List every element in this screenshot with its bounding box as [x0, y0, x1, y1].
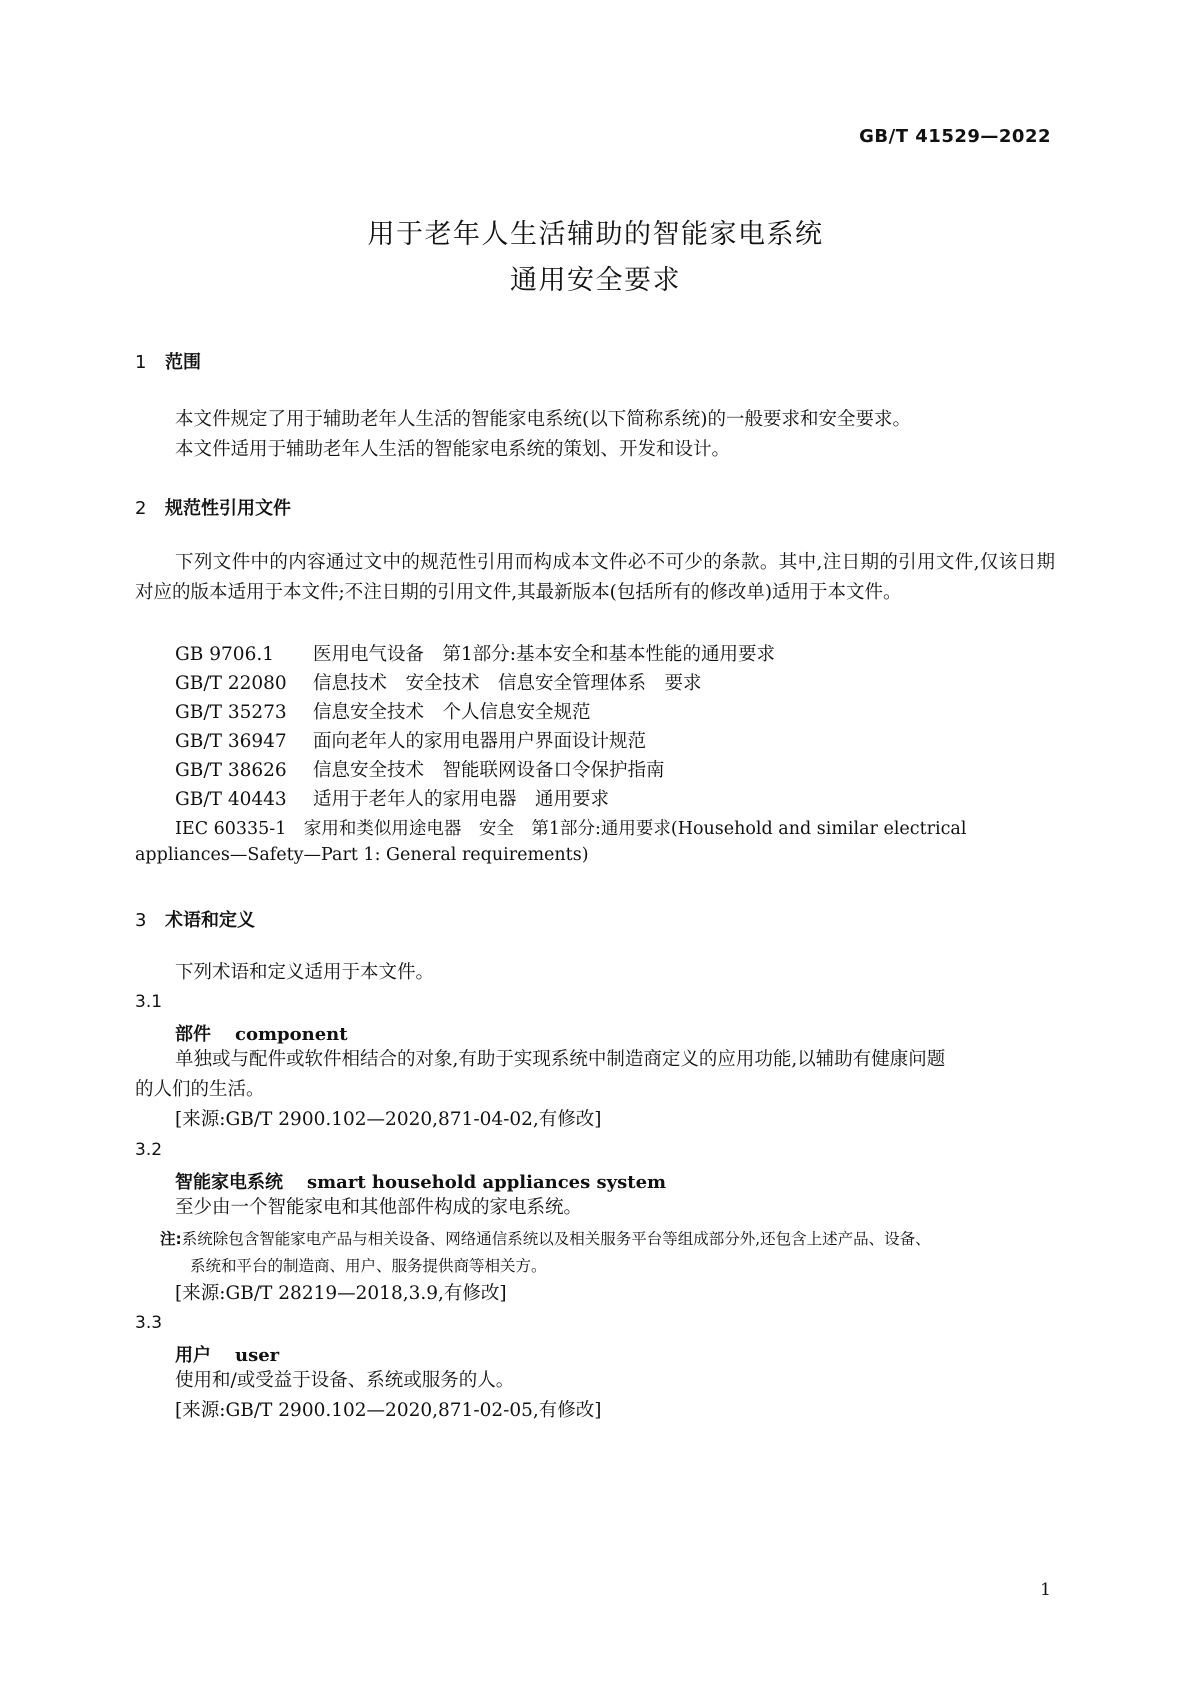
reference-title: 面向老年人的家用电器用户界面设计规范 — [313, 731, 647, 752]
reference-title: 信息安全技术 智能联网设备口令保护指南 — [313, 760, 665, 781]
reference-item — [175, 669, 702, 695]
reference-code: GB 9706.1 — [175, 644, 274, 665]
section-number: 1 — [135, 352, 147, 373]
section-title: 范围 — [165, 352, 201, 373]
term-number: 3.1 — [135, 992, 163, 1012]
term-name-cn: 智能家电系统 — [175, 1172, 283, 1193]
term-definition: 的人们的生活。 — [135, 1079, 265, 1100]
reference-item — [175, 698, 591, 724]
reference-code: GB/T 35273 — [175, 702, 287, 723]
term-definition: 使用和/或受益于设备、系统或服务的人。 — [175, 1370, 515, 1391]
document-title-line2: 通用安全要求 — [510, 265, 681, 296]
reference-code: GB/T 40443 — [175, 789, 287, 810]
term-name-en: user — [235, 1345, 280, 1366]
term-name-cn: 用户 — [175, 1345, 211, 1366]
reference-title: 适用于老年人的家用电器 通用要求 — [313, 789, 610, 810]
standard-number: GB/T 41529—2022 — [859, 126, 1051, 147]
term-definition: 至少由一个智能家电和其他部件构成的家电系统。 — [175, 1197, 583, 1218]
section-1-heading — [135, 348, 201, 374]
term-source: [来源:GB/T 2900.102—2020,871-02-05,有修改] — [175, 1400, 602, 1421]
paragraph: 本文件适用于辅助老年人生活的智能家电系统的策划、开发和设计。 — [175, 439, 731, 460]
term-name — [175, 1341, 279, 1367]
reference-code: GB/T 36947 — [175, 731, 287, 752]
paragraph: 本文件规定了用于辅助老年人生活的智能家电系统(以下简称系统)的一般要求和安全要求。 — [175, 409, 911, 430]
section-3-heading — [135, 906, 255, 932]
term-note — [160, 1225, 1040, 1253]
reference-code: GB/T 22080 — [175, 673, 287, 694]
section-title: 规范性引用文件 — [165, 498, 291, 519]
reference-item — [175, 756, 665, 782]
term-number: 3.3 — [135, 1313, 163, 1333]
note-label: 注: — [160, 1230, 182, 1248]
term-number: 3.2 — [135, 1140, 163, 1160]
section-title: 术语和定义 — [165, 910, 255, 931]
term-source: [来源:GB/T 28219—2018,3.9,有修改] — [175, 1283, 507, 1304]
term-name-en: component — [235, 1024, 348, 1045]
term-source: [来源:GB/T 2900.102—2020,871-04-02,有修改] — [175, 1109, 602, 1130]
term-note-continued: 系统和平台的制造商、用户、服务提供商等相关方。 — [190, 1257, 547, 1275]
reference-title: 医用电气设备 第1部分:基本安全和基本性能的通用要求 — [313, 644, 776, 665]
term-name — [175, 1020, 348, 1046]
reference-item — [175, 727, 646, 753]
reference-title: 信息安全技术 个人信息安全规范 — [313, 702, 591, 723]
reference-item — [175, 785, 609, 811]
document-title-line1: 用于老年人生活辅助的智能家电系统 — [367, 219, 824, 250]
note-text: 系统除包含智能家电产品与相关设备、网络通信系统以及相关服务平台等组成部分外,还包含上述产品、设备、 — [181, 1230, 931, 1248]
page-number: 1 — [1040, 1580, 1051, 1600]
section-2-heading — [135, 494, 291, 520]
reference-title: 信息技术 安全技术 信息安全管理体系 要求 — [313, 673, 702, 694]
terms-intro-paragraph: 下列术语和定义适用于本文件。 — [175, 962, 435, 983]
section-number: 3 — [135, 910, 147, 931]
term-name — [175, 1168, 666, 1194]
term-name-en: smart household appliances system — [307, 1172, 667, 1193]
iec-reference-line1: IEC 60335-1 家用和类似用途电器 安全 第1部分:通用要求(Household and similar electrical — [175, 819, 967, 839]
references-intro-paragraph: 下列文件中的内容通过文中的规范性引用而构成本文件必不可少的条款。其中,注日期的引用文件,仅该日期对应的版本适用于本文件;不注日期的引用文件,其最新版本(包括所有的修改单)适用于本文件。 — [135, 552, 1055, 603]
term-name-cn: 部件 — [175, 1024, 211, 1045]
term-definition: 单独或与配件或软件相结合的对象,有助于实现系统中制造商定义的应用功能,以辅助有健康问题 — [175, 1049, 946, 1070]
section-number: 2 — [135, 498, 147, 519]
reference-item — [175, 640, 775, 666]
iec-reference-line2: appliances—Safety—Part 1: General requirements) — [135, 845, 589, 865]
reference-code: GB/T 38626 — [175, 760, 287, 781]
